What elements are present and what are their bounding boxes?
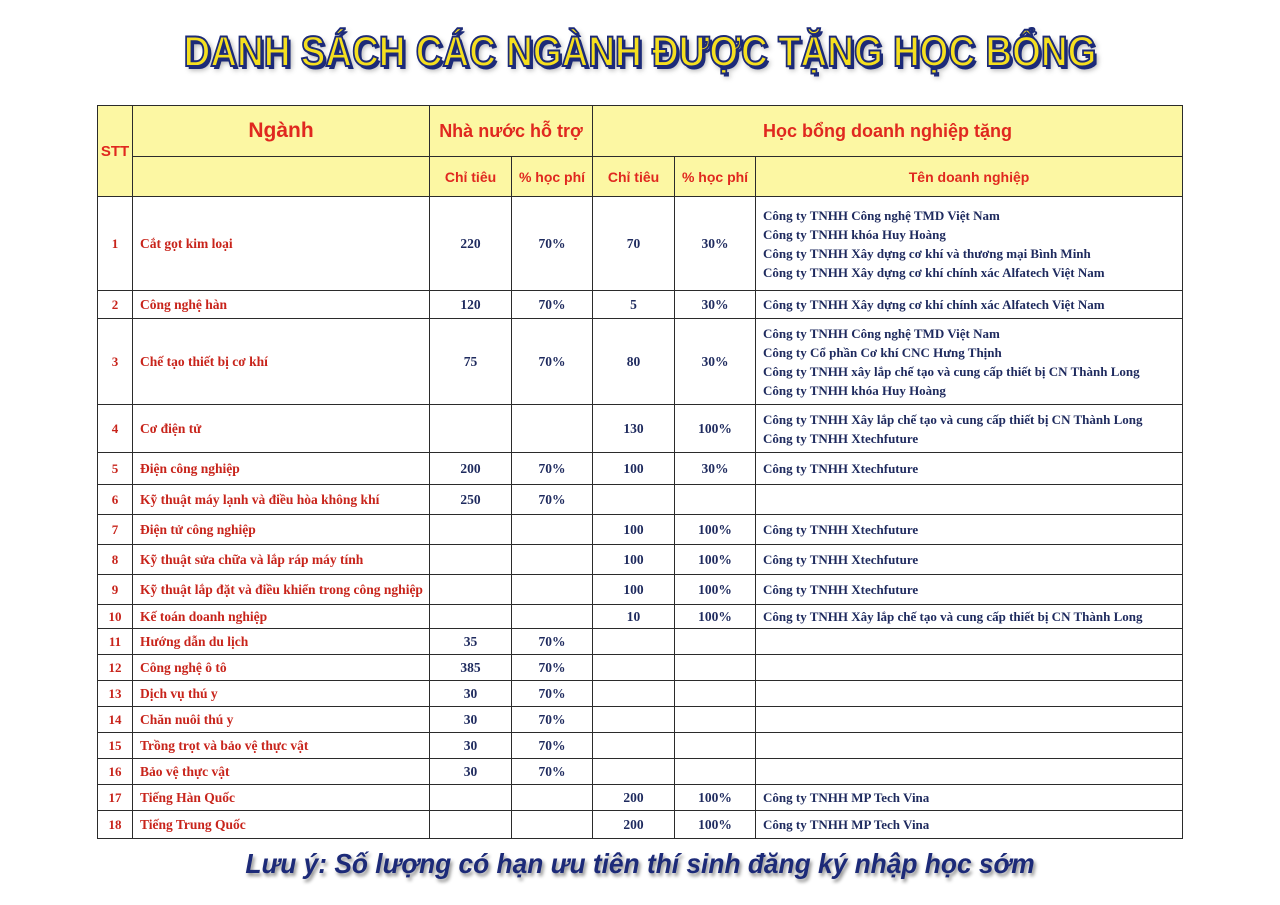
row-state-percent: 70% — [512, 629, 593, 655]
table-row — [98, 811, 1183, 839]
row-state-percent — [512, 405, 593, 453]
scholarship-table — [97, 105, 1183, 839]
company-name: Công ty TNHH Xây lắp chế tạo và cung cấp thiết bị CN Thành Long — [763, 411, 1143, 427]
table-row — [98, 629, 1183, 655]
table-row — [98, 485, 1183, 515]
row-companies — [756, 707, 1183, 733]
row-major-name: Kế toán doanh nghiệp — [133, 605, 430, 629]
header-ent-quota: Chỉ tiêu — [593, 157, 675, 197]
row-enterprise-percent — [675, 629, 756, 655]
table-row — [98, 759, 1183, 785]
row-major-name: Bảo vệ thực vật — [133, 759, 430, 785]
row-companies — [756, 515, 1183, 545]
row-stt: 8 — [98, 545, 133, 575]
table-row — [98, 291, 1183, 319]
row-state-percent: 70% — [512, 453, 593, 485]
row-state-quota: 250 — [430, 485, 512, 515]
row-stt: 7 — [98, 515, 133, 545]
row-stt: 4 — [98, 405, 133, 453]
row-state-quota: 120 — [430, 291, 512, 319]
row-state-percent — [512, 811, 593, 839]
table-row — [98, 605, 1183, 629]
table-row — [98, 453, 1183, 485]
row-enterprise-quota: 5 — [593, 291, 675, 319]
table-row — [98, 319, 1183, 405]
row-state-percent: 70% — [512, 759, 593, 785]
row-stt: 10 — [98, 605, 133, 629]
row-stt: 11 — [98, 629, 133, 655]
row-enterprise-quota: 80 — [593, 319, 675, 405]
table-row — [98, 515, 1183, 545]
row-companies — [756, 785, 1183, 811]
row-enterprise-quota — [593, 733, 675, 759]
row-enterprise-quota — [593, 629, 675, 655]
row-state-percent — [512, 785, 593, 811]
row-state-quota: 35 — [430, 629, 512, 655]
row-stt: 15 — [98, 733, 133, 759]
row-major-name: Kỹ thuật lắp đặt và điều khiển trong công nghiệp — [133, 575, 430, 605]
row-enterprise-quota: 200 — [593, 785, 675, 811]
row-major-name: Công nghệ ô tô — [133, 655, 430, 681]
row-major-name: Tiếng Hàn Quốc — [133, 785, 430, 811]
table-row — [98, 785, 1183, 811]
header-state-percent: % học phí — [512, 157, 593, 197]
row-state-quota: 30 — [430, 681, 512, 707]
row-companies — [756, 291, 1183, 319]
row-state-quota: 30 — [430, 733, 512, 759]
row-stt: 12 — [98, 655, 133, 681]
row-state-quota: 75 — [430, 319, 512, 405]
row-major-name: Kỹ thuật sửa chữa và lắp ráp máy tính — [133, 545, 430, 575]
row-major-name: Chăn nuôi thú y — [133, 707, 430, 733]
table-row — [98, 681, 1183, 707]
row-state-quota — [430, 605, 512, 629]
company-name: Công ty TNHH Xây dựng cơ khí chính xác Alfatech Việt Nam — [763, 264, 1105, 280]
row-major-name: Hướng dẫn du lịch — [133, 629, 430, 655]
row-major-name: Tiếng Trung Quốc — [133, 811, 430, 839]
row-enterprise-quota: 100 — [593, 453, 675, 485]
row-state-quota: 30 — [430, 759, 512, 785]
row-companies — [756, 485, 1183, 515]
row-state-percent: 70% — [512, 197, 593, 291]
row-enterprise-quota — [593, 707, 675, 733]
row-enterprise-percent: 100% — [675, 515, 756, 545]
company-name: Công ty TNHH khóa Huy Hoàng — [763, 382, 946, 398]
row-state-percent — [512, 545, 593, 575]
row-enterprise-percent: 100% — [675, 545, 756, 575]
row-major-name: Trồng trọt và bảo vệ thực vật — [133, 733, 430, 759]
row-companies — [756, 733, 1183, 759]
row-major-name: Công nghệ hàn — [133, 291, 430, 319]
header-stt: STT — [98, 106, 133, 197]
row-companies — [756, 811, 1183, 839]
row-major-name: Dịch vụ thú y — [133, 681, 430, 707]
row-enterprise-percent: 100% — [675, 575, 756, 605]
row-enterprise-percent: 100% — [675, 811, 756, 839]
row-stt: 14 — [98, 707, 133, 733]
row-enterprise-percent: 100% — [675, 405, 756, 453]
row-companies — [756, 759, 1183, 785]
row-enterprise-percent — [675, 681, 756, 707]
header-enterprise-scholarship: Học bổng doanh nghiệp tặng — [593, 106, 1183, 157]
row-companies — [756, 319, 1183, 405]
row-state-percent: 70% — [512, 681, 593, 707]
company-name: Công ty TNHH Công nghệ TMD Việt Nam — [763, 207, 1000, 223]
row-enterprise-percent: 30% — [675, 291, 756, 319]
row-state-quota: 220 — [430, 197, 512, 291]
company-name: Công ty TNHH Xtechfuture — [763, 582, 919, 597]
header-nganh: Ngành — [133, 106, 430, 157]
row-companies — [756, 197, 1183, 291]
row-enterprise-percent — [675, 655, 756, 681]
row-state-quota — [430, 405, 512, 453]
row-stt: 13 — [98, 681, 133, 707]
company-name: Công ty TNHH MP Tech Vina — [763, 790, 930, 805]
row-state-percent: 70% — [512, 707, 593, 733]
row-enterprise-percent — [675, 733, 756, 759]
row-stt: 2 — [98, 291, 133, 319]
row-stt: 18 — [98, 811, 133, 839]
row-state-percent — [512, 605, 593, 629]
row-major-name: Cơ điện tử — [133, 405, 430, 453]
row-state-quota: 385 — [430, 655, 512, 681]
row-enterprise-quota: 200 — [593, 811, 675, 839]
row-enterprise-quota: 70 — [593, 197, 675, 291]
row-enterprise-percent: 100% — [675, 605, 756, 629]
header-row-main — [98, 106, 1183, 157]
row-companies — [756, 681, 1183, 707]
row-major-name: Chế tạo thiết bị cơ khí — [133, 319, 430, 405]
row-state-percent: 70% — [512, 485, 593, 515]
row-enterprise-quota: 10 — [593, 605, 675, 629]
footer-note: Lưu ý: Số lượng có hạn ưu tiên thí sinh đăng ký nhập học sớm — [245, 848, 1035, 879]
row-companies — [756, 453, 1183, 485]
row-enterprise-percent: 30% — [675, 197, 756, 291]
row-stt: 16 — [98, 759, 133, 785]
row-enterprise-percent — [675, 707, 756, 733]
row-stt: 9 — [98, 575, 133, 605]
row-state-quota — [430, 515, 512, 545]
row-state-quota — [430, 785, 512, 811]
row-major-name: Điện tử công nghiệp — [133, 515, 430, 545]
row-enterprise-percent: 30% — [675, 319, 756, 405]
row-companies — [756, 629, 1183, 655]
row-major-name: Kỹ thuật máy lạnh và điều hòa không khí — [133, 485, 430, 515]
company-name: Công ty TNHH Xây dựng cơ khí chính xác Alfatech Việt Nam — [763, 297, 1105, 312]
row-state-quota: 30 — [430, 707, 512, 733]
row-stt: 6 — [98, 485, 133, 515]
row-enterprise-percent: 100% — [675, 785, 756, 811]
row-state-percent: 70% — [512, 655, 593, 681]
table-row — [98, 733, 1183, 759]
row-enterprise-quota — [593, 759, 675, 785]
row-state-percent: 70% — [512, 733, 593, 759]
company-name: Công ty Cổ phần Cơ khí CNC Hưng Thịnh — [763, 344, 1002, 360]
row-state-percent — [512, 575, 593, 605]
table-row — [98, 405, 1183, 453]
company-name: Công ty TNHH xây lắp chế tạo và cung cấp thiết bị CN Thành Long — [763, 363, 1140, 379]
row-companies — [756, 545, 1183, 575]
row-major-name: Cắt gọt kim loại — [133, 197, 430, 291]
company-name: Công ty TNHH Xtechfuture — [763, 461, 919, 476]
row-state-percent — [512, 515, 593, 545]
table-row — [98, 197, 1183, 291]
table-row — [98, 575, 1183, 605]
row-enterprise-quota: 100 — [593, 545, 675, 575]
row-stt: 5 — [98, 453, 133, 485]
table-row — [98, 707, 1183, 733]
row-companies — [756, 655, 1183, 681]
row-companies — [756, 405, 1183, 453]
header-state-quota: Chỉ tiêu — [430, 157, 512, 197]
row-state-quota: 200 — [430, 453, 512, 485]
row-state-quota — [430, 545, 512, 575]
table-row — [98, 545, 1183, 575]
row-enterprise-quota: 130 — [593, 405, 675, 453]
header-state-support: Nhà nước hỗ trợ — [430, 106, 593, 157]
row-state-quota — [430, 811, 512, 839]
row-enterprise-percent: 30% — [675, 453, 756, 485]
row-companies — [756, 605, 1183, 629]
row-enterprise-percent — [675, 759, 756, 785]
table-row — [98, 655, 1183, 681]
company-name: Công ty TNHH Xây lắp chế tạo và cung cấp thiết bị CN Thành Long — [763, 609, 1143, 624]
company-name: Công ty TNHH Xtechfuture — [763, 522, 919, 537]
row-enterprise-percent — [675, 485, 756, 515]
row-companies — [756, 575, 1183, 605]
header-company-name: Tên doanh nghiệp — [756, 157, 1183, 197]
company-name: Công ty TNHH khóa Huy Hoàng — [763, 226, 946, 242]
row-state-percent: 70% — [512, 291, 593, 319]
row-stt: 3 — [98, 319, 133, 405]
page-title: DANH SÁCH CÁC NGÀNH ĐƯỢC TẶNG HỌC BỔNG — [183, 28, 1097, 76]
header-ent-percent: % học phí — [675, 157, 756, 197]
row-enterprise-quota: 100 — [593, 575, 675, 605]
company-name: Công ty TNHH Xtechfuture — [763, 552, 919, 567]
row-stt: 17 — [98, 785, 133, 811]
row-enterprise-quota — [593, 681, 675, 707]
company-name: Công ty TNHH MP Tech Vina — [763, 817, 930, 832]
row-state-quota — [430, 575, 512, 605]
company-name: Công ty TNHH Công nghệ TMD Việt Nam — [763, 325, 1000, 341]
header-row-sub — [98, 157, 1183, 197]
row-stt: 1 — [98, 197, 133, 291]
row-state-percent: 70% — [512, 319, 593, 405]
row-enterprise-quota — [593, 655, 675, 681]
row-major-name: Điện công nghiệp — [133, 453, 430, 485]
company-name: Công ty TNHH Xây dựng cơ khí và thương mại Bình Minh — [763, 245, 1091, 261]
company-name: Công ty TNHH Xtechfuture — [763, 430, 919, 446]
header-nganh-blank — [133, 157, 430, 197]
row-enterprise-quota: 100 — [593, 515, 675, 545]
row-enterprise-quota — [593, 485, 675, 515]
